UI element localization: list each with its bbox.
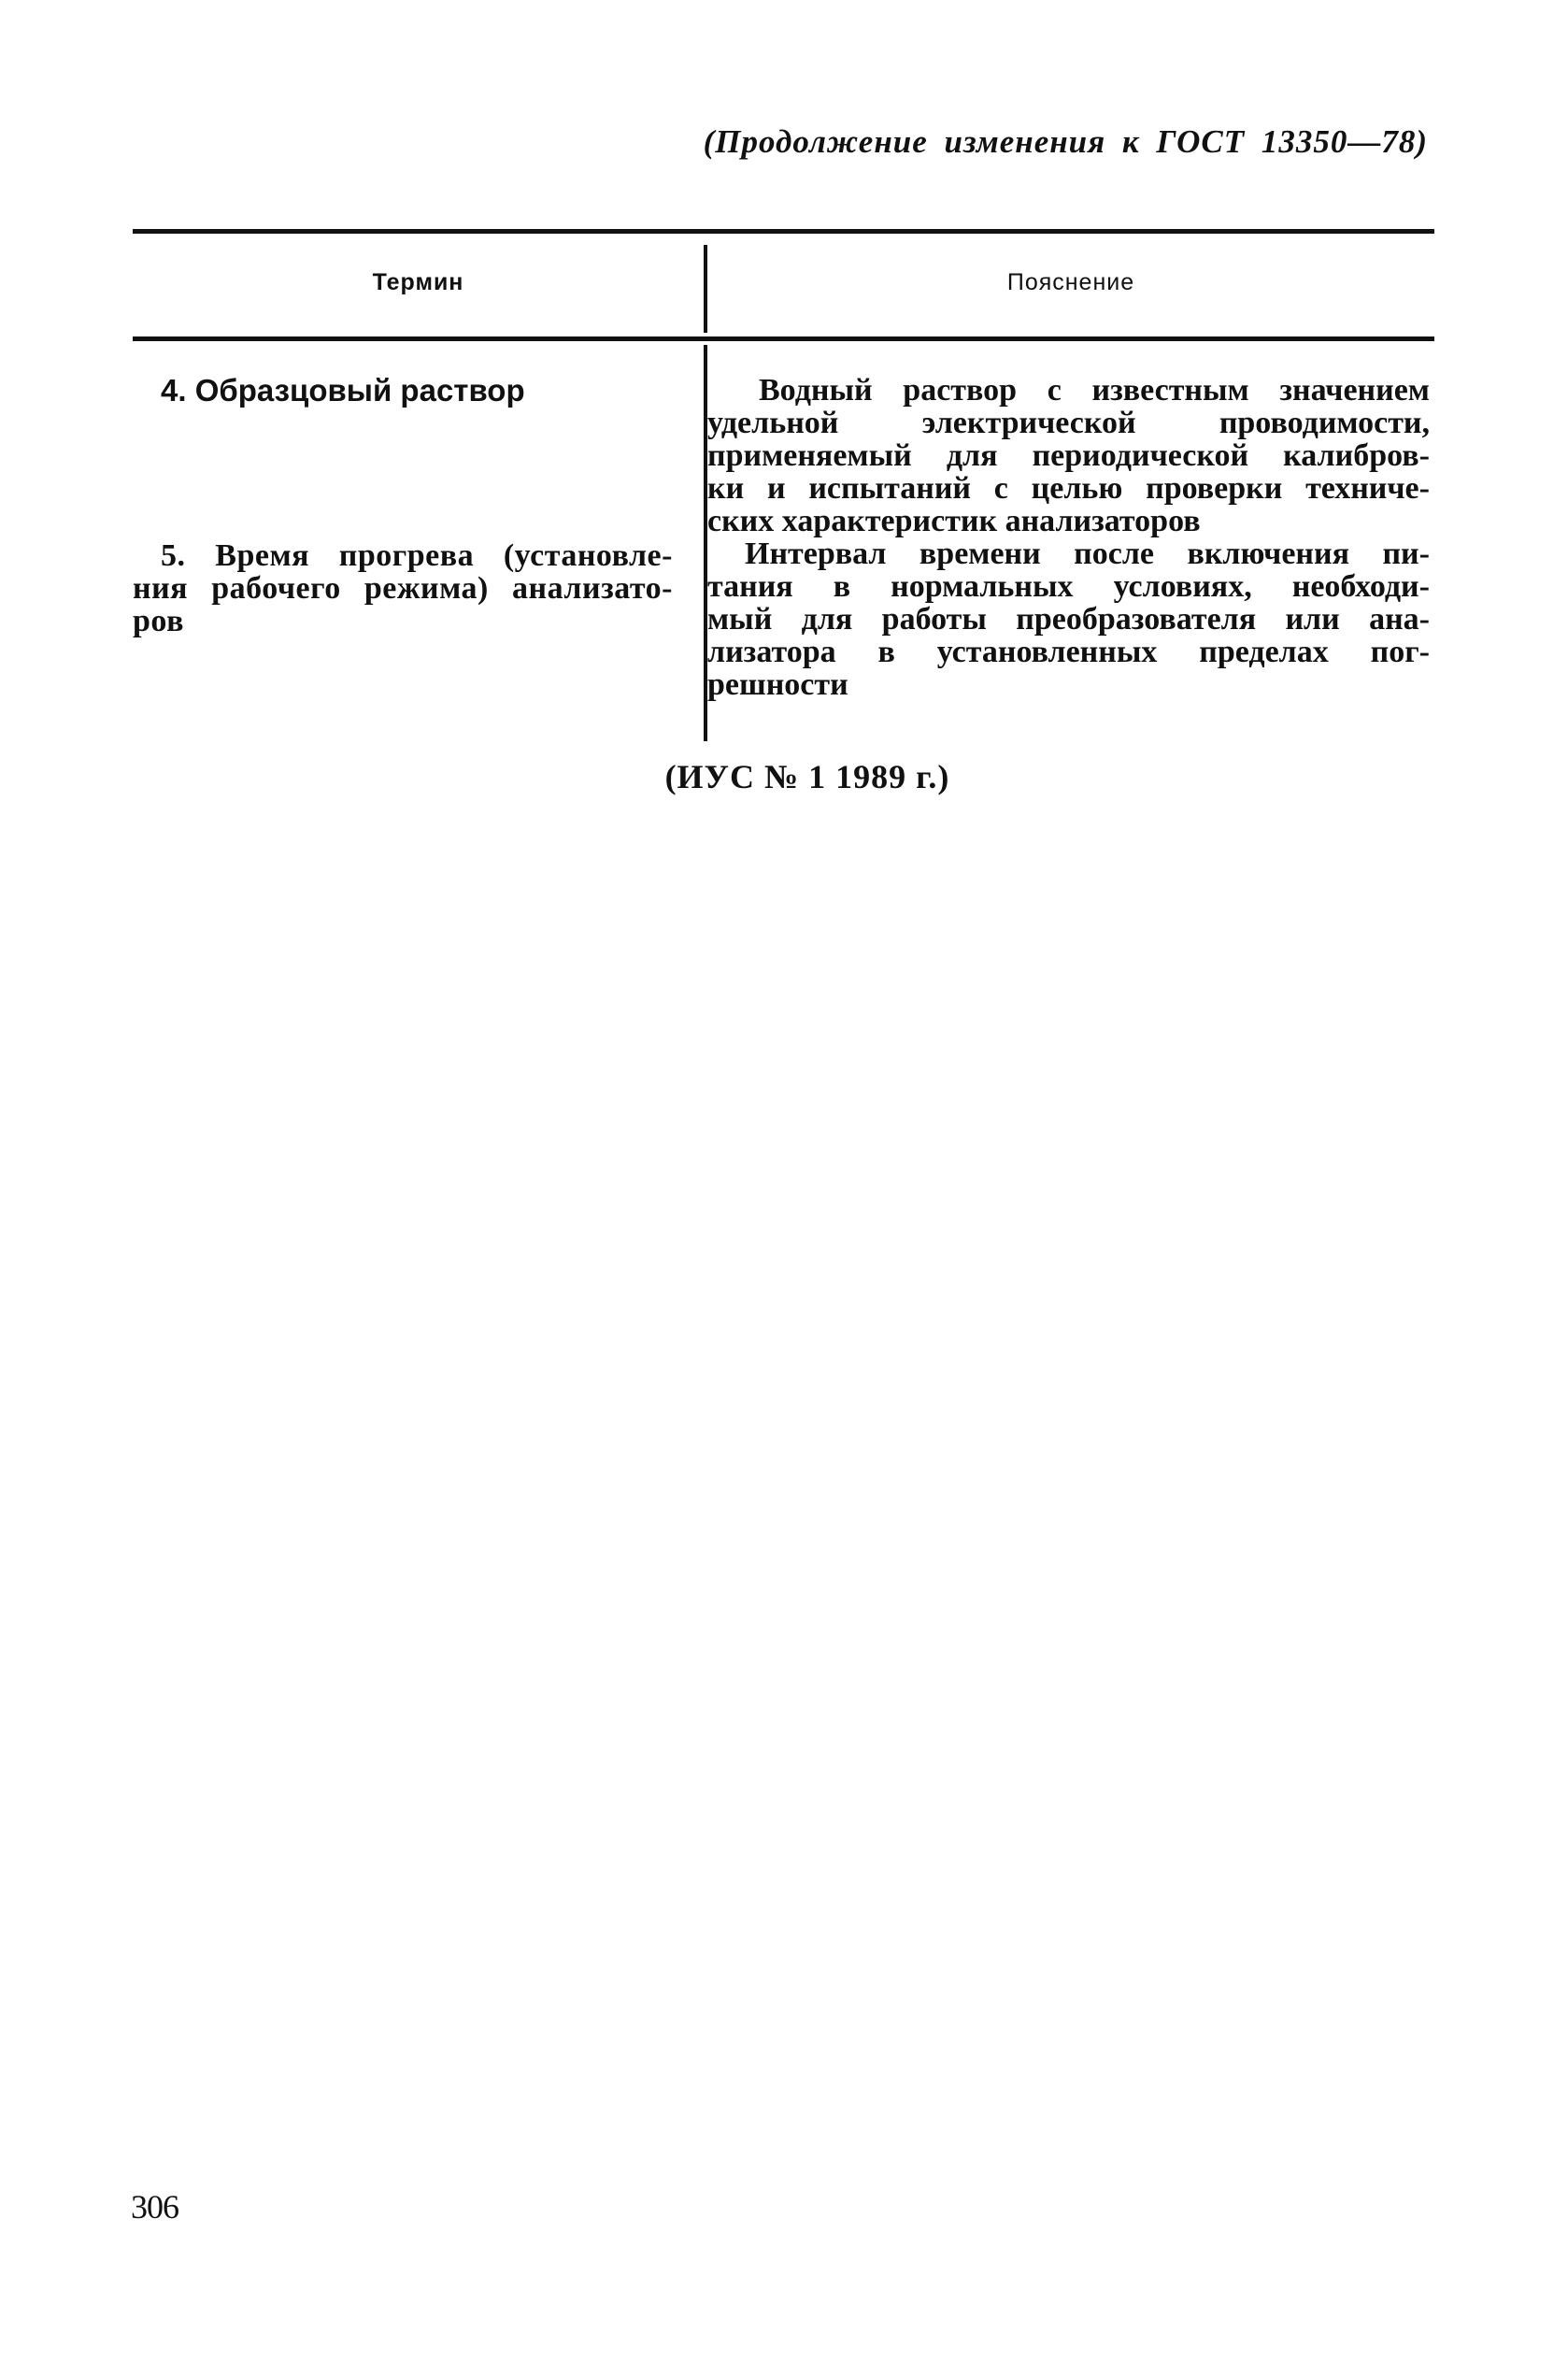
table-row-explanation (707, 374, 1430, 537)
term-line-text: 5. Время прогрева (установле- (161, 538, 673, 573)
explanation-line (707, 537, 1430, 570)
page-number: 306 (131, 2188, 178, 2226)
explanation-line: лизатора в установленных пределах пог- (707, 635, 1430, 669)
explanation-line: ки и испытаний с целью проверки техниче- (707, 471, 1430, 506)
explanation-line-text: Водный раствор с известным значением (759, 373, 1430, 408)
table-row-term (133, 374, 673, 407)
explanation-line: удельной электрической проводимости, (707, 406, 1430, 440)
table-row-term (133, 539, 673, 637)
running-head: (Продолжение изменения к ГОСТ 13350—78) (703, 123, 1428, 160)
term-line: ния рабочего режима) анализато- (133, 571, 673, 606)
explanation-line: ских характеристик анализаторов (707, 504, 1201, 538)
header-bottom-rule (133, 336, 1434, 341)
explanation-line (707, 374, 1430, 407)
source-note: (ИУС № 1 1989 г.) (664, 758, 950, 795)
term-line (133, 539, 673, 572)
column-header-term: Термин (372, 269, 464, 295)
column-header-explanation: Пояснение (1006, 269, 1135, 295)
term-text: 4. Образцовый раствор (161, 373, 525, 408)
explanation-line: решности (707, 667, 848, 702)
explanation-line-text: Интервал времени после включения пи- (745, 537, 1430, 571)
table-top-rule (133, 229, 1434, 234)
table-row-explanation (707, 537, 1430, 701)
explanation-line: мый для работы преобразователя или ана- (707, 602, 1430, 637)
explanation-line: применяемый для периодической калибров- (707, 438, 1430, 473)
term-line: ров (133, 604, 184, 638)
explanation-line: тания в нормальных условиях, необходи- (707, 569, 1430, 604)
